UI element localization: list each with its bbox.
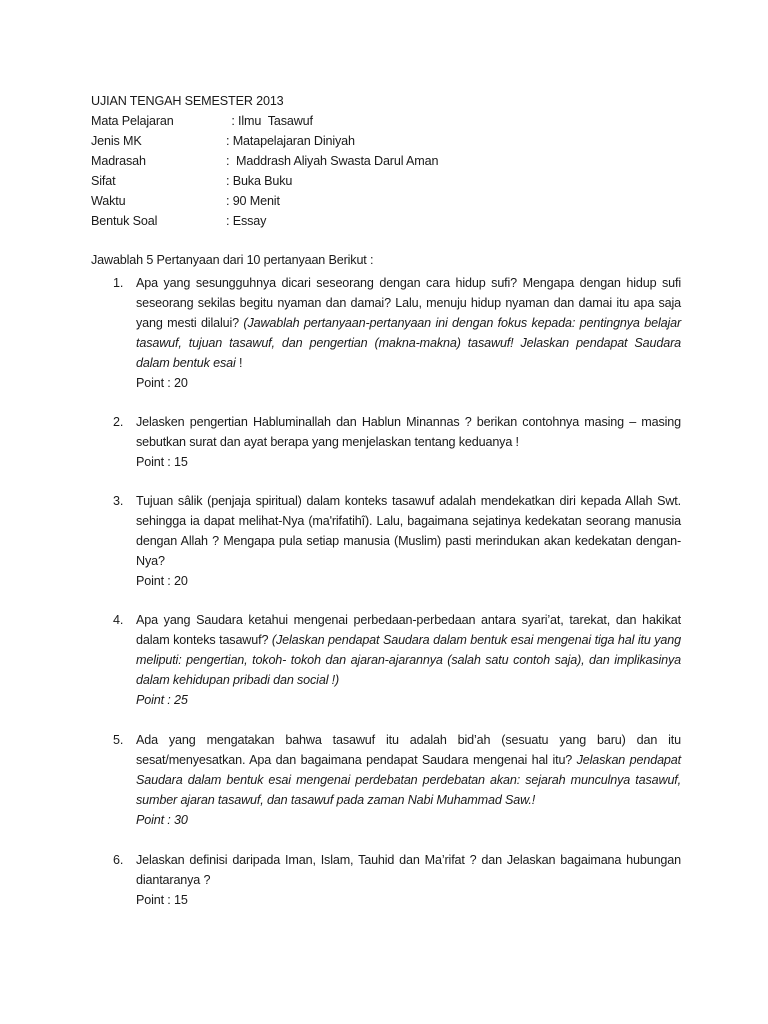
info-value: : Maddrash Aliyah Swasta Darul Aman bbox=[226, 154, 439, 168]
question-4 bbox=[113, 610, 681, 710]
info-value: : Buka Buku bbox=[226, 174, 293, 188]
info-label: Sifat bbox=[91, 174, 116, 188]
question-number: 3. bbox=[113, 494, 124, 508]
question-point: Point : 20 bbox=[136, 574, 188, 588]
question-number: 4. bbox=[113, 613, 124, 627]
question-note: Jelaskan pendapat Saudara dalam bentuk esai mengenai perdebatan perdebatan akan: sejarah munculnya tasawuf, sumber ajaran tasawuf, dan tasawuf pada zaman Nabi Muhammad Saw.! bbox=[136, 753, 681, 807]
question-text: Jelaskan definisi daripada Iman, Islam, Tauhid dan Ma’rifat ? dan Jelaskan bagaimana hubungan diantaranya ? bbox=[136, 853, 681, 887]
question-point-text: Point : 30 bbox=[136, 813, 188, 827]
question-text: Apa yang sesungguhnya dicari seseorang dengan cara hidup sufi? Mengapa dengan hidup sufi seseorang sekilas begitu nyaman dan damai? Lalu, menuju hidup nyaman dan damai itu apa saja yang mesti dilalui? bbox=[136, 276, 681, 330]
question-point-text: Point : 25 bbox=[136, 693, 188, 707]
question-note: (Jelaskan pendapat Saudara dalam bentuk esai mengenai tiga hal itu yang meliputi: pengertian, tokoh- tokoh dan ajaran-ajarannya (salah satu contoh saja), dan implikasinya dalam kehidupan pribadi dan social !) bbox=[136, 633, 681, 687]
question-note: (Jawablah pertanyaan-pertanyaan ini dengan fokus kepada: pentingnya belajar tasawuf, tujuan tasawuf, dan pengertian (makna-makna) tasawuf! Jelaskan pendapat Saudara dalam bentuk esai bbox=[136, 316, 681, 370]
question-number: 1. bbox=[113, 276, 124, 290]
info-label: Waktu bbox=[91, 194, 126, 208]
info-row-school bbox=[91, 151, 591, 171]
question-text: Apa yang Saudara ketahui mengenai perbedaan-perbedaan antara syari’at, tarekat, dan hakikat dalam konteks tasawuf? bbox=[136, 613, 681, 647]
question-tail: ! bbox=[235, 356, 243, 370]
question-point: Point : 15 bbox=[136, 455, 188, 469]
question-text: Tujuan sâlik (penjaja spiritual) dalam konteks tasawuf adalah mendekatkan diri kepada Allah Swt. sehingga ia dapat melihat-Nya (ma'rifatihî). Lalu, bagaimana sejatinya kedekatan seorang manusia dengan Allah ? Mengapa pula setiap manusia (Muslim) pasti merindukan akan kedekatan dengan-Nya? bbox=[136, 494, 681, 568]
question-text: Jelasken pengertian Habluminallah dan Hablun Minannas ? berikan contohnya masing – masing sebutkan surat dan ayat berapa yang menjelaskan tentang keduanya ! bbox=[136, 415, 681, 449]
question-point: Point : 15 bbox=[136, 893, 188, 907]
info-row-nature bbox=[91, 171, 591, 191]
info-row-time bbox=[91, 191, 591, 211]
question-3 bbox=[113, 491, 681, 591]
question-point bbox=[136, 690, 681, 710]
info-row-course-type bbox=[91, 131, 591, 151]
exam-title: UJIAN TENGAH SEMESTER 2013 bbox=[91, 94, 284, 108]
info-label: Madrasah bbox=[91, 154, 146, 168]
info-value: : Essay bbox=[226, 214, 267, 228]
info-value: : 90 Menit bbox=[226, 194, 280, 208]
question-1 bbox=[113, 273, 681, 393]
info-label: Jenis MK bbox=[91, 134, 142, 148]
question-point bbox=[136, 810, 681, 830]
info-label: Bentuk Soal bbox=[91, 214, 158, 228]
question-6 bbox=[113, 850, 681, 910]
question-2 bbox=[113, 412, 681, 472]
info-label: Mata Pelajaran bbox=[91, 114, 174, 128]
instruction: Jawablah 5 Pertanyaan dari 10 pertanyaan Berikut : bbox=[91, 253, 374, 267]
question-text: Ada yang mengatakan bahwa tasawuf itu adalah bid’ah (sesuatu yang baru) dan itu sesat/menyesatkan. Apa dan bagaimana pendapat Saudara mengenai hal itu? bbox=[136, 733, 681, 767]
question-point: Point : 20 bbox=[136, 376, 188, 390]
question-number: 2. bbox=[113, 415, 124, 429]
info-value: : Matapelajaran Diniyah bbox=[226, 134, 355, 148]
info-row-subject bbox=[91, 111, 591, 131]
question-number: 6. bbox=[113, 853, 124, 867]
question-5 bbox=[113, 730, 681, 830]
info-value: : Ilmu Tasawuf bbox=[228, 114, 313, 128]
question-number: 5. bbox=[113, 733, 124, 747]
info-row-question-type bbox=[91, 211, 591, 231]
